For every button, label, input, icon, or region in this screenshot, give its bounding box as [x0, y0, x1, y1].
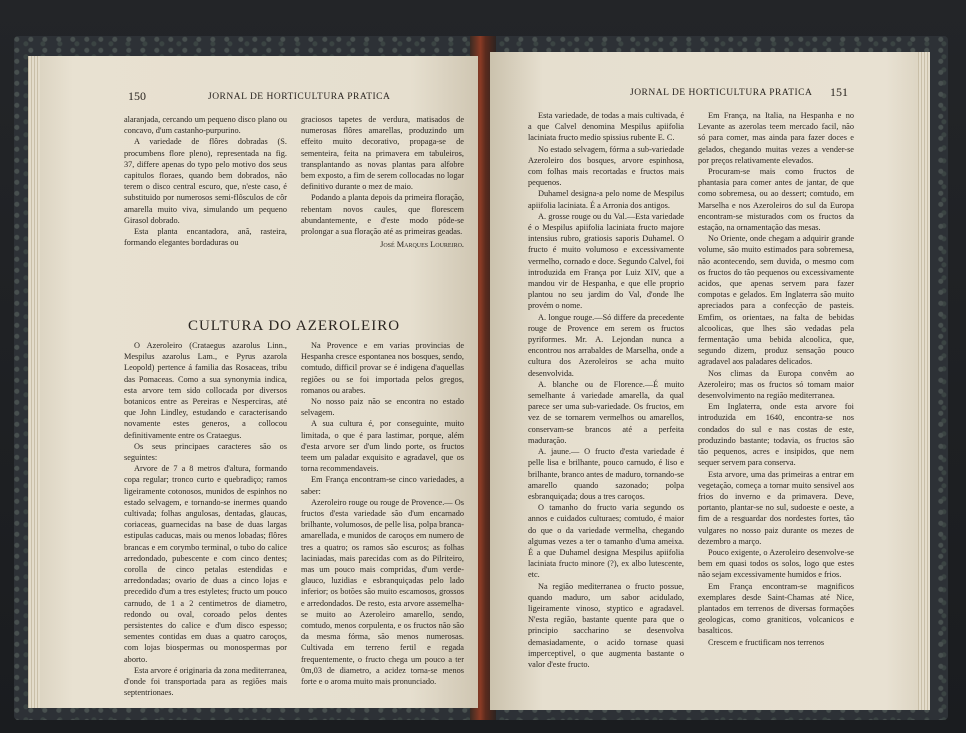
paragraph: Em França encontram-se magnificos exemplares desde Saint-Chamas até Nice, plantados em terrenos de diversas formações geologicas, como graniticos, volcanicos e basalticos. — [698, 581, 854, 636]
paragraph: Os seus principaes caracteres são os seguintes: — [124, 441, 287, 463]
right-running-head: JORNAL DE HORTICULTURA PRATICA — [630, 88, 813, 98]
paragraph: O tamanho do fructo varia segundo os annos e cuidados culturaes; comtudo, é maior do que o da variedade vermelha, chegando algumas vezes a ter o tamanho d'uma ameixa. É a que Duhamel designa Mespilus apiifolia laciniata fructo minore (?), ex albo lutescente, etc. — [528, 503, 684, 580]
right-page-number: 151 — [830, 85, 848, 99]
page-edges — [28, 56, 40, 708]
paragraph: No nosso paiz não se encontra no estado selvagem. — [301, 397, 464, 418]
paragraph: Esta arvore é originaria da zona mediterranea, d'onde foi transportada para as regiões mais septentrionaes. — [124, 665, 287, 698]
paragraph: A sua cultura é, por conseguinte, muito limitada, o que é para lastimar, porque, além d'esta arvore ser d'um lindo porte, os fructos teem um paladar exquisito e agradavel, que os torna recommendaveis. — [301, 419, 464, 474]
right-col2 — [698, 110, 854, 670]
paragraph: Crescem e fructificam nos terrenos — [708, 637, 825, 647]
paragraph: O Azeroleiro (Crataegus azarolus Linn., Mespilus azarolus Lam., e Pyrus azarola Leopold) pertence á familia das Rosaceas, tribu das Pomaceas. Como a sua synonymia indica, esta arvore tem sido collocada por diversos botanicos entre as Pereiras e Nesperciras, até que John Lindley, estudando e caracterisando novamente estes generos, a collocou definitivamente entre os Crataegus. — [124, 341, 287, 440]
left-upper-col1 — [124, 114, 287, 250]
paragraph: A. blanche ou de Florence.—É muito semelhante á variedade amarella, da qual parece ser uma sub-variedade. Os fructos, em vez de se tornarem vermelhos ou amarellos, conservam-se brancos até a perfeita maduração. — [528, 379, 684, 445]
paragraph: Em Inglaterra, onde esta arvore foi introduzida em 1640, encontra-se nos condados do sul e nas costas de este, produzindo bastante; todavia, os fructos são tão pequenos, acres e insipidos, que nem sequer servem para conserva. — [698, 402, 854, 468]
left-running-head: JORNAL DE HORTICULTURA PRATICA — [208, 92, 391, 102]
paragraph: Na Provence e em varias provincias de Hespanha cresce espontanea nos bosques, sendo, comtudo, difficil provar se é indigena d'aquellas regiões ou se foi importada pelos gregos, romanos ou arabes. — [301, 341, 464, 395]
paragraph: Na região mediterranea o fructo possue, quando maduro, um sabor acidulado, ligeiramente vinoso, styptico e agradavel. N'esta região, bastante quente para que o principio saccharino se desenvolva demasiadamente, o acido tornase quasi imperceptivel, o que augmenta bastante o valor d'este fructo. — [528, 581, 684, 669]
paragraph: alaranjada, cercando um pequeno disco plano ou concavo, d'um castanho-purpurino. — [124, 115, 287, 136]
right-col1 — [528, 110, 684, 670]
paragraph: A. grosse rouge ou du Val.—Esta variedade é o Mespilus apiifolia laciniata fructo majore intensius rubro, gratiosis saporis Duhamel. O fructo é muito volumoso e excessivamente vermelho, cornado e doce. Segundo Calvel, foi introduzida em França por Luiz XIV, que a mandou vir de Hespanha, e que elle proprio plantou no seu jardim do Val, d'onde lhe provém o nome. — [528, 211, 684, 311]
left-page-number: 150 — [128, 89, 146, 103]
paragraph: Esta planta encantadora, anã, rasteira, formando elegantes bordaduras ou — [124, 227, 287, 248]
paragraph: A variedade de flôres dobradas (S. procumbens flore pleno), representada na fig. 37, differe apenas do typo pelo motivo dos seus capitulos floraes, quando bem dobrados, não terem o disco central escuro, que, n'este caso, é substituido por numerosos semi-flôsculos de côr amarella muito viva, simulando um pequeno Girasol dobrado. — [124, 137, 287, 225]
paragraph: Em França encontram-se cinco variedades, a saber: — [301, 475, 464, 496]
paragraph: Esta arvore, uma das primeiras a entrar em vegetação, começa a tornar muito sensivel aos frios do inverno e da primavera. Deve, portanto, plantar-se no sul, sudoeste e oeste, a fim de a resguardar dos nordestes fortes, tão vulgares no nosso paiz durante os mezes de dezembro a março. — [698, 469, 854, 546]
paragraph: A. jaune.— O fructo d'esta variedade é pelle lisa e brilhante, pouco carnudo, é liso e brilhante, branco antes de maduro, tornando-se amarello quando sazonado; polpa esbranquiçada; dous a tres caroços. — [528, 447, 684, 501]
paragraph: A. longue rouge.—Só differe da precedente rouge de Provence em serem os fructos pyriformes. Mr. A. Lejondan nunca a encontrou nos arrabaldes de Marselha, onde a cultura dos Azeroleiros se acha muito desenvolvida. — [528, 312, 684, 378]
left-page — [28, 56, 478, 708]
paragraph: Procuram-se mais como fructos de phantasia para comer antes de jantar, de que como sobremesa, ou ao dessert; comtudo, em Marselha e nos Azeroleiros do sul da Europa encontram-se misturados com os fructos da estação, na ornamentação das mesas. — [698, 167, 854, 233]
paragraph: Esta variedade, de todas a mais cultivada, é a que Calvel denomina Mespilus apiifolia laciniata fructo medio spissius rubente E. C. — [528, 111, 684, 143]
paragraph: Arvore de 7 a 8 metros d'altura, formando copa regular; tronco curto e quebradiço; ramos ligeiramente cotonosos, munidos de espinhos no estado selvagem, e tornando-se inermes quando cultivada; folhas angulosas, dentadas, glaucas, coriaceas, guarnecidas na base de duas largas estipulas caducas, mais ou menos lobadas; flôres brancas e em corymbo terminal, o tubo do calice arredondado, pubescente e com cinco dentes; corolla de cinco petalas estendidas e arredondadas; ovario de duas a cinco lojas e precedido d'um a tres estyletes; fructo um pouco carnudo, de 1 a 2 centimetros de diametro, redondo ou oval, coroado pelos dentes persistentes do calice e d'um disco espesso; sementes contidas em duas a quatro caroços, com lojas biospermas ou monospermas por aborto. — [124, 464, 287, 664]
left-upper-col2 — [301, 114, 464, 250]
paragraph: Em França, na Italia, na Hespanha e no Levante as azerolas teem mercado facil, não só para comer, mas ainda para fazer doces e gelados, chegando muitas vezes a vender-se por preços relativamente elevados. — [698, 111, 854, 165]
paragraph: Azeroleiro rouge ou rouge de Provence.— Os fructos d'esta variedade são d'um encarnado brilhante, volumosos, de pelle lisa, polpa branca-amarellada, e munidos de caroços em numero de tres a quatro; os ramos são escuros; as folhas laciniadas, mais parecidas com as do Pilriteiro, mas um pouco mais compridas, d'um verde-glauco, luzidias e esbranquiçadas pelo lado inferior; os botões são muito escamosos, grossos e arredondados. De resto, esta arvore assemelha-se muito ao Azeroleiro amarello, sendo, comtudo, menos corpulenta, e os fructos não são da mesma fórma, são menos numerosas. Cultivada em terreno fertil e regada frequentemente, o fructo chega um pouco a ter 0m,03 de diametro, a acidez torna-se menos forte e o aroma muito mais pronunciado. — [301, 497, 464, 687]
left-upper-col2-text — [301, 114, 464, 237]
paragraph: Pouco exigente, o Azeroleiro desenvolve-se bem em quasi todos os solos, logo que estes não sejam excessivamente humidos e frios. — [698, 547, 854, 580]
article-signature: José Marques Loureiro. — [380, 240, 464, 250]
paragraph: graciosos tapetes de verdura, matisados de numerosas flôres amarellas, produzindo um effeito muito decorativo, propaga-se de sementeira, feita na primavera em tabuleiros, transplantando as novas plantas para alfobre bem exposto, a fim de serem collocadas no logar definitivo durante o mez de maio. — [301, 115, 464, 192]
paragraph: Nos climas da Europa convêm ao Azeroleiro; mas os fructos só tomam maior desenvolvimento na região mediterranea. — [698, 368, 854, 401]
page-edges — [918, 52, 930, 710]
right-page — [490, 52, 930, 710]
paragraph: No Oriente, onde chegam a adquirir grande volume, são muito estimados para sobremesa, não acontecendo, sem duvida, o mesmo com os fructos do tão pequenos ou excessivamente acidos, que apenas servem para fazer compotas e gelados. Em Inglaterra são muito apreciados para a confecção de pasteis. Emfim, os orientaes, na falta de bebidas alcoolicas, que lhes são vedadas pela fermentação uma bebida alcoolica, que, segundo dizem, produz sensação pouco agradavel aos paladares delicados. — [698, 234, 854, 367]
paragraph: Duhamel designa-a pelo nome de Mespilus apiifolia laciniata. É a Arronia dos antigos. — [528, 189, 684, 210]
right-columns — [528, 110, 854, 670]
paragraph: No estado selvagem, fórma a sub-variedade Azeroleiro dos bosques, arvore espinhosa, com folhas mais recortadas e fructos mais pequenos. — [528, 144, 684, 188]
paragraph: Podando a planta depois da primeira floração, rebentam novos caules, que florescem abundantemente, e d'este modo póde-se prolongar a sua floração até as primeiras geadas. — [301, 193, 464, 237]
section-title: CULTURA DO AZEROLEIRO — [187, 318, 401, 334]
left-lower-columns — [124, 340, 464, 699]
left-lower-col1 — [124, 340, 287, 699]
left-upper-columns — [124, 114, 464, 250]
left-lower-col2 — [301, 340, 464, 699]
